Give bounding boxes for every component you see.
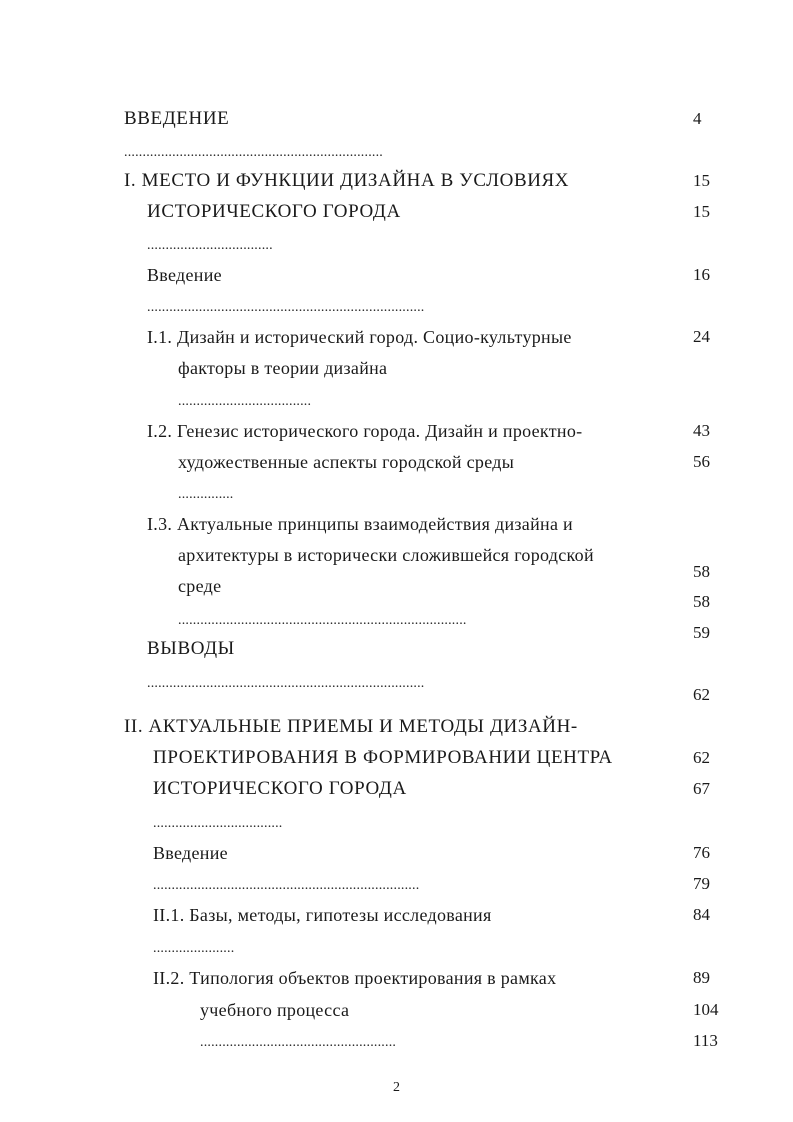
toc-entry-ch1-s3-line1: I.3. Актуальные принципы взаимодействия дизайна и <box>147 514 573 534</box>
toc-entry-ch1-conclusions: ВЫВОДЫ <box>147 638 235 659</box>
toc-page-number: 15 <box>693 202 710 221</box>
toc-dots-ch1-s2: ............... <box>178 488 234 502</box>
toc-dots-ch2-s2: ..................................................... <box>200 1036 397 1050</box>
toc-chapter-2-title-line1: II. АКТУАЛЬНЫЕ ПРИЕМЫ И МЕТОДЫ ДИЗАЙН- <box>124 716 578 737</box>
toc-entry-ch1-s3-line3: среде <box>178 576 222 596</box>
toc-dots-chapter-1: .................................. <box>147 239 273 253</box>
footer-page-number: 2 <box>393 1080 400 1095</box>
toc-dots-ch1-intro: ........................................................................... <box>147 301 425 315</box>
toc-dots-intro: ...................................................................... <box>124 146 383 160</box>
toc-entry-ch1-s2-line2: художественные аспекты городской среды <box>178 452 515 472</box>
toc-entry-ch2-s1: II.1. Базы, методы, гипотезы исследования <box>153 905 492 925</box>
toc-entry-ch1-s1-line1: I.1. Дизайн и исторический город. Социо-культурные <box>147 327 572 347</box>
toc-page-number: 58 <box>693 592 710 611</box>
toc-dots-chapter-2: ................................... <box>153 817 283 831</box>
toc-page-number: 56 <box>693 452 710 471</box>
toc-page-number: 43 <box>693 421 710 440</box>
toc-page-number: 79 <box>693 874 710 893</box>
toc-page-number: 84 <box>693 905 710 924</box>
toc-page-number: 58 <box>693 562 710 581</box>
toc-entry-ch2-s2-line1: II.2. Типология объектов проектирования в рамках <box>153 968 557 988</box>
toc-page-number: 62 <box>693 748 710 767</box>
toc-page-number: 76 <box>693 843 710 862</box>
toc-page-number: 16 <box>693 265 710 284</box>
toc-dots-ch1-s3: .............................................................................. <box>178 614 467 628</box>
toc-page-number: 24 <box>693 327 710 346</box>
toc-chapter-1-title-line2: ИСТОРИЧЕСКОГО ГОРОДА <box>147 201 401 222</box>
toc-page-number: 59 <box>693 623 710 642</box>
toc-page-number: 104 <box>693 1000 719 1019</box>
toc-entry-ch1-s1-line2: факторы в теории дизайна <box>178 358 388 378</box>
toc-page-number: 15 <box>693 171 710 190</box>
toc-page-number: 113 <box>693 1031 718 1050</box>
toc-page-number: 67 <box>693 779 710 798</box>
toc-entry-ch2-intro: Введение <box>153 843 228 863</box>
toc-page-number: 89 <box>693 968 710 987</box>
toc-entry-ch1-s2-line1: I.2. Генезис исторического города. Дизайн и проектно- <box>147 421 583 441</box>
toc-dots-ch1-s1: .................................... <box>178 395 312 409</box>
toc-dots-ch1-conclusions: ........................................................................... <box>147 677 425 691</box>
toc-entry-intro: ВВЕДЕНИЕ <box>124 108 230 129</box>
toc-page-number: 62 <box>693 685 710 704</box>
toc-chapter-2-title-line2: ПРОЕКТИРОВАНИЯ В ФОРМИРОВАНИИ ЦЕНТРА <box>153 747 613 768</box>
toc-entry-ch1-intro: Введение <box>147 265 222 285</box>
toc-chapter-2-title-line3: ИСТОРИЧЕСКОГО ГОРОДА <box>153 778 407 799</box>
toc-page-number: 4 <box>693 109 702 128</box>
toc-dots-ch2-intro: ........................................................................ <box>153 879 420 893</box>
toc-dots-ch2-s1: ...................... <box>153 942 235 956</box>
toc-entry-ch1-s3-line2: архитектуры в исторически сложившейся городской <box>178 545 594 565</box>
toc-chapter-1-title-line1: I. МЕСТО И ФУНКЦИИ ДИЗАЙНА В УСЛОВИЯХ <box>124 170 570 191</box>
toc-entry-ch2-s2-line2: учебного процесса <box>200 1000 350 1020</box>
